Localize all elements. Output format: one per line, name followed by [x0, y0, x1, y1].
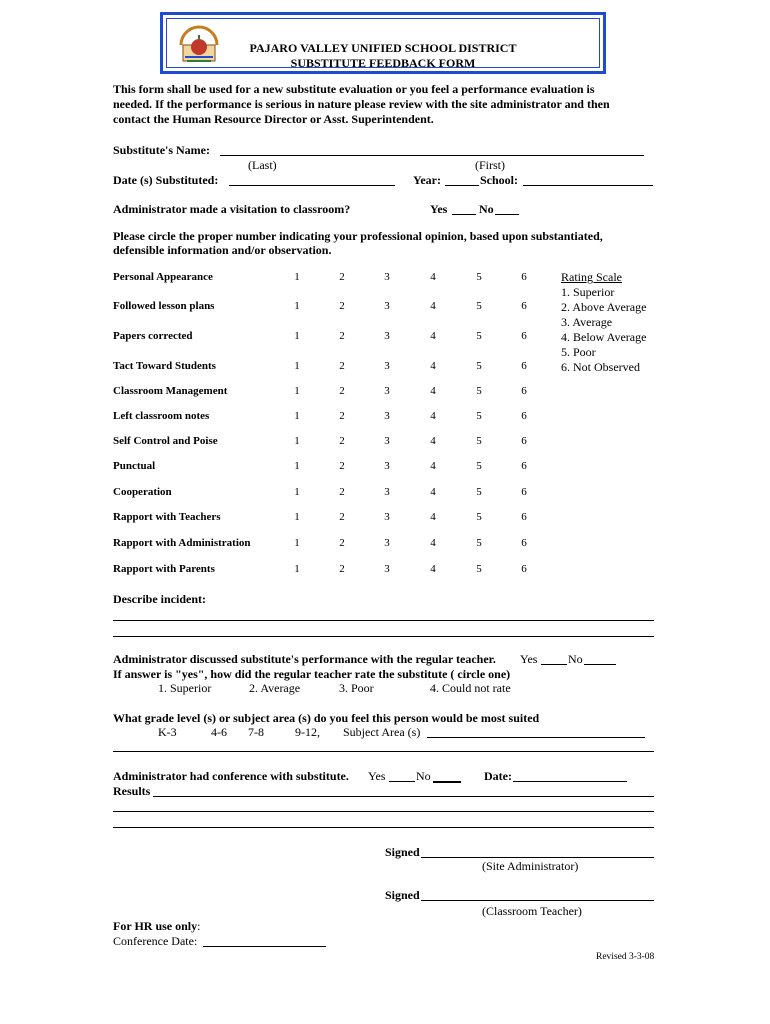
results-label: Results — [113, 784, 151, 798]
last-name-caption: (Last) — [248, 158, 277, 172]
rating-scale-title: Rating Scale — [561, 270, 622, 284]
rating-option-2[interactable]: 2 — [339, 511, 345, 523]
rating-option-5[interactable]: 5 — [476, 271, 482, 283]
rating-option-2[interactable]: 2 — [339, 360, 345, 372]
rating-row-label: Classroom Management — [113, 385, 228, 397]
rating-row-label: Papers corrected — [113, 330, 193, 342]
rating-option-3[interactable]: 3 — [384, 511, 390, 523]
grade-option[interactable]: 7-8 — [248, 725, 264, 739]
header-box — [160, 12, 606, 74]
header-inner-border — [166, 18, 600, 68]
grade-extra-line[interactable] — [113, 751, 654, 752]
substitute-name-label: Substitute's Name: — [113, 143, 211, 157]
grade-option[interactable]: 9-12, — [295, 725, 320, 739]
rating-option-6[interactable]: 6 — [521, 486, 527, 498]
conference-no-label: No — [416, 769, 431, 783]
visitation-yes-field[interactable] — [452, 214, 476, 215]
school-label: School: — [480, 173, 519, 187]
rating-option-5[interactable]: 5 — [476, 563, 482, 575]
rating-row-label: Rapport with Administration — [113, 537, 251, 549]
grade-option[interactable]: K-3 — [158, 725, 177, 739]
rating-row-label: Followed lesson plans — [113, 300, 215, 312]
rating-option-1[interactable]: 1 — [294, 486, 300, 498]
rating-row-label: Left classroom notes — [113, 410, 210, 422]
rating-option-6[interactable]: 6 — [521, 330, 527, 342]
rating-row-label: Rapport with Teachers — [113, 511, 221, 523]
rating-option-3[interactable]: 3 — [384, 486, 390, 498]
rating-option-2[interactable]: 2 — [339, 537, 345, 549]
conference-date-label: Date: — [484, 769, 512, 783]
rating-option-6[interactable]: 6 — [521, 435, 527, 447]
grade-option[interactable]: 4-6 — [211, 725, 227, 739]
rating-option-6[interactable]: 6 — [521, 300, 527, 312]
teacher-rating-option[interactable]: 1. Superior — [158, 681, 212, 695]
district-name: PAJARO VALLEY UNIFIED SCHOOL DISTRICT — [249, 41, 517, 55]
rating-option-4[interactable]: 4 — [430, 537, 436, 549]
rating-option-2[interactable]: 2 — [339, 486, 345, 498]
rating-option-6[interactable]: 6 — [521, 511, 527, 523]
rating-option-4[interactable]: 4 — [430, 330, 436, 342]
site-admin-caption: (Site Administrator) — [482, 859, 579, 873]
site-admin-signature-field[interactable] — [421, 857, 654, 858]
hr-use-colon: : — [197, 919, 201, 933]
discussion-followup: If answer is "yes", how did the regular teacher rate the substitute ( circle one) — [113, 667, 511, 681]
rating-scale-item: 6. Not Observed — [561, 360, 640, 374]
rating-option-2[interactable]: 2 — [339, 271, 345, 283]
rating-option-1[interactable]: 1 — [294, 300, 300, 312]
rating-instructions-line-1: Please circle the proper number indicating your professional opinion, based upon substantiated, — [113, 229, 603, 243]
rating-option-3[interactable]: 3 — [384, 410, 390, 422]
teacher-signature-field[interactable] — [421, 900, 654, 901]
incident-line-1[interactable] — [113, 620, 654, 621]
rating-instructions-line-2: defensible information and/or observation. — [113, 243, 332, 257]
visitation-no-label: No — [479, 202, 494, 216]
date-substituted-label: Date (s) Substituted: — [113, 173, 219, 187]
rating-option-4[interactable]: 4 — [430, 385, 436, 397]
rating-option-6[interactable]: 6 — [521, 410, 527, 422]
rating-option-2[interactable]: 2 — [339, 300, 345, 312]
rating-row-label: Tact Toward Students — [113, 360, 216, 372]
date-substituted-field[interactable] — [229, 185, 395, 186]
rating-option-2[interactable]: 2 — [339, 330, 345, 342]
rating-option-2[interactable]: 2 — [339, 410, 345, 422]
year-field[interactable] — [445, 185, 479, 186]
results-line-1[interactable] — [153, 796, 654, 797]
subject-area-label: Subject Area (s) — [343, 725, 421, 739]
rating-option-1[interactable]: 1 — [294, 360, 300, 372]
rating-scale-item: 3. Average — [561, 315, 613, 329]
rating-option-5[interactable]: 5 — [476, 435, 482, 447]
hr-conference-date-field[interactable] — [203, 946, 326, 947]
rating-option-5[interactable]: 5 — [476, 537, 482, 549]
rating-option-2[interactable]: 2 — [339, 435, 345, 447]
discussion-no-label: No — [568, 652, 583, 666]
rating-row-label: Rapport with Parents — [113, 563, 215, 575]
describe-incident-label: Describe incident: — [113, 592, 206, 606]
visitation-no-field[interactable] — [495, 214, 519, 215]
rating-option-2[interactable]: 2 — [339, 385, 345, 397]
rating-scale-item: 4. Below Average — [561, 330, 647, 344]
grade-question: What grade level (s) or subject area (s) do you feel this person would be most suited — [113, 711, 540, 725]
rating-option-1[interactable]: 1 — [294, 435, 300, 447]
rating-scale-item: 2. Above Average — [561, 300, 647, 314]
teacher-rating-option[interactable]: 2. Average — [249, 681, 301, 695]
site-admin-signed-label: Signed — [385, 845, 420, 859]
rating-option-1[interactable]: 1 — [294, 385, 300, 397]
rating-option-5[interactable]: 5 — [476, 410, 482, 422]
rating-option-5[interactable]: 5 — [476, 460, 482, 472]
hr-use-label: For HR use only — [113, 919, 198, 933]
rating-scale-item: 1. Superior — [561, 285, 615, 299]
rating-option-4[interactable]: 4 — [430, 511, 436, 523]
discussion-question: Administrator discussed substitute's performance with the regular teacher. — [113, 652, 496, 666]
teacher-rating-option[interactable]: 3. Poor — [339, 681, 374, 695]
rating-option-4[interactable]: 4 — [430, 360, 436, 372]
intro-line-3: contact the Human Resource Director or Asst. Superintendent. — [113, 112, 434, 126]
rating-option-6[interactable]: 6 — [521, 460, 527, 472]
rating-option-3[interactable]: 3 — [384, 460, 390, 472]
rating-option-6[interactable]: 6 — [521, 271, 527, 283]
conference-question: Administrator had conference with substitute. — [113, 769, 349, 783]
rating-option-4[interactable]: 4 — [430, 563, 436, 575]
rating-option-5[interactable]: 5 — [476, 300, 482, 312]
intro-line-1: This form shall be used for a new substitute evaluation or you feel a performance evaluation is — [113, 82, 595, 96]
rating-option-3[interactable]: 3 — [384, 300, 390, 312]
revision-note: Revised 3-3-08 — [596, 952, 655, 962]
teacher-rating-option[interactable]: 4. Could not rate — [430, 681, 511, 695]
first-name-caption: (First) — [475, 158, 505, 172]
rating-row-label: Cooperation — [113, 486, 172, 498]
discussion-yes-field[interactable] — [541, 664, 567, 665]
rating-row-label: Self Control and Poise — [113, 435, 218, 447]
school-field[interactable] — [523, 185, 653, 186]
substitute-name-field[interactable] — [220, 155, 644, 156]
hr-use-heading — [113, 919, 200, 934]
conference-yes-label: Yes — [368, 769, 386, 783]
visitation-question: Administrator made a visitation to classroom? — [113, 202, 351, 216]
rating-option-6[interactable]: 6 — [521, 360, 527, 372]
rating-option-3[interactable]: 3 — [384, 537, 390, 549]
hr-conference-date-label: Conference Date: — [113, 934, 198, 948]
rating-option-4[interactable]: 4 — [430, 300, 436, 312]
rating-option-4[interactable]: 4 — [430, 271, 436, 283]
rating-option-5[interactable]: 5 — [476, 330, 482, 342]
rating-option-3[interactable]: 3 — [384, 563, 390, 575]
rating-option-5[interactable]: 5 — [476, 385, 482, 397]
teacher-caption: (Classroom Teacher) — [482, 904, 582, 918]
rating-scale-item: 5. Poor — [561, 345, 596, 359]
rating-row-label: Personal Appearance — [113, 271, 213, 283]
rating-option-3[interactable]: 3 — [384, 271, 390, 283]
rating-option-6[interactable]: 6 — [521, 385, 527, 397]
visitation-yes-label: Yes — [430, 202, 448, 216]
rating-option-4[interactable]: 4 — [430, 435, 436, 447]
rating-option-1[interactable]: 1 — [294, 563, 300, 575]
rating-row-label: Punctual — [113, 460, 156, 472]
incident-line-2[interactable] — [113, 636, 654, 637]
results-line-3[interactable] — [113, 827, 654, 828]
form-title: SUBSTITUTE FEEDBACK FORM — [290, 56, 476, 70]
conference-date-field[interactable] — [513, 781, 627, 782]
year-label: Year: — [413, 173, 441, 187]
rating-option-1[interactable]: 1 — [294, 330, 300, 342]
discussion-yes-label: Yes — [520, 652, 538, 666]
rating-option-3[interactable]: 3 — [384, 435, 390, 447]
conference-no-field[interactable] — [433, 781, 461, 783]
rating-option-4[interactable]: 4 — [430, 460, 436, 472]
rating-option-3[interactable]: 3 — [384, 360, 390, 372]
rating-option-3[interactable]: 3 — [384, 330, 390, 342]
rating-option-1[interactable]: 1 — [294, 271, 300, 283]
rating-option-2[interactable]: 2 — [339, 460, 345, 472]
results-line-2[interactable] — [113, 811, 654, 812]
rating-option-5[interactable]: 5 — [476, 360, 482, 372]
rating-option-1[interactable]: 1 — [294, 460, 300, 472]
rating-option-1[interactable]: 1 — [294, 537, 300, 549]
rating-option-6[interactable]: 6 — [521, 563, 527, 575]
rating-option-6[interactable]: 6 — [521, 537, 527, 549]
rating-option-1[interactable]: 1 — [294, 511, 300, 523]
rating-option-5[interactable]: 5 — [476, 486, 482, 498]
rating-option-5[interactable]: 5 — [476, 511, 482, 523]
rating-option-1[interactable]: 1 — [294, 410, 300, 422]
teacher-signed-label: Signed — [385, 888, 420, 902]
subject-area-field[interactable] — [427, 737, 645, 738]
discussion-no-field[interactable] — [584, 664, 616, 665]
rating-option-4[interactable]: 4 — [430, 486, 436, 498]
rating-option-3[interactable]: 3 — [384, 385, 390, 397]
intro-line-2: needed. If the performance is serious in nature please review with the site administrator and then — [113, 97, 610, 111]
conference-yes-field[interactable] — [389, 781, 415, 782]
rating-option-2[interactable]: 2 — [339, 563, 345, 575]
rating-option-4[interactable]: 4 — [430, 410, 436, 422]
